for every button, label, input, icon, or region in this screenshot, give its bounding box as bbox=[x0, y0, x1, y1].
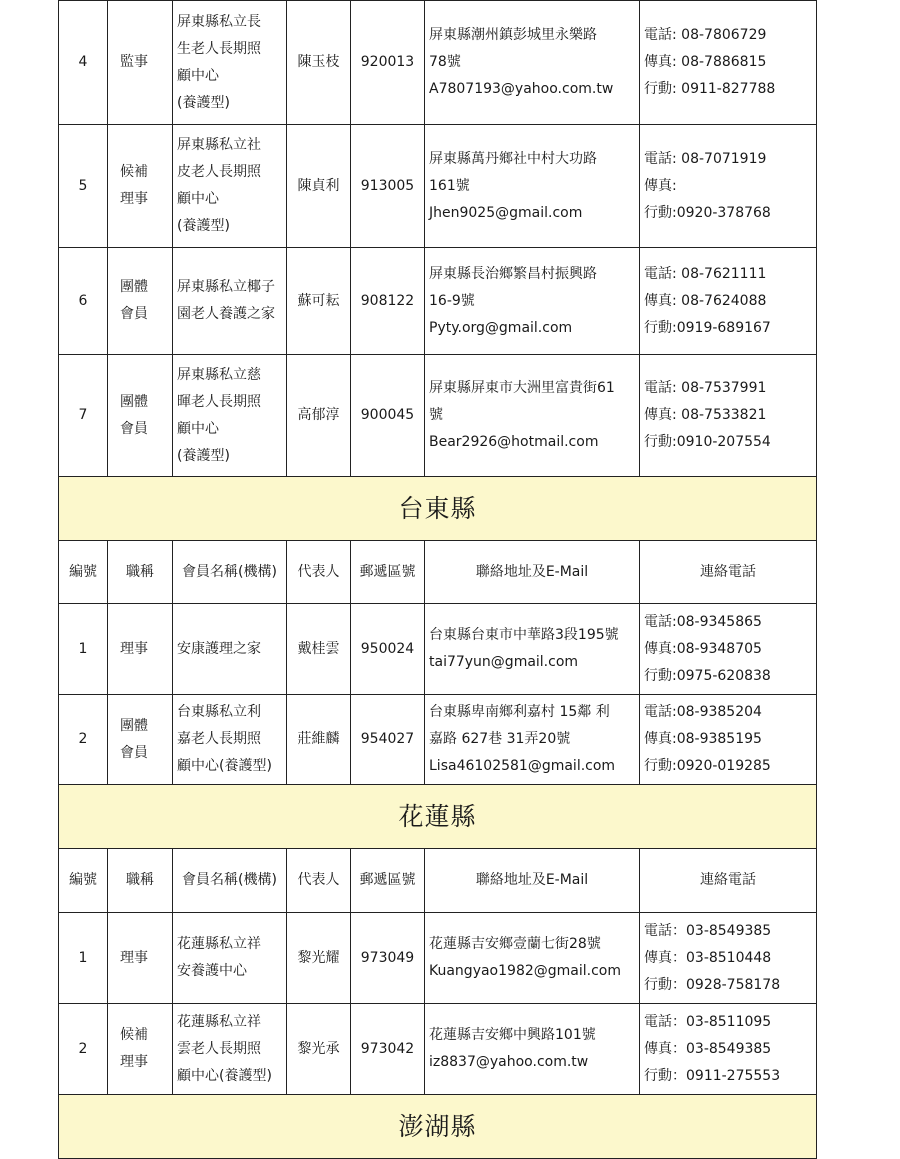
county-title: 澎湖縣 bbox=[59, 1095, 817, 1159]
table-row bbox=[59, 1, 817, 125]
member-address-email bbox=[425, 125, 640, 248]
member-position bbox=[108, 125, 173, 248]
county-title: 台東縣 bbox=[59, 477, 817, 541]
member-address-line: 號 bbox=[429, 407, 443, 423]
member-number: 2 bbox=[59, 1004, 108, 1095]
member-address-line: 台東縣卑南鄉利嘉村 15鄰 利 bbox=[429, 704, 610, 720]
member-position bbox=[108, 1, 173, 125]
member-phone-numbers bbox=[640, 695, 817, 785]
member-email: Bear2926@hotmail.com bbox=[429, 434, 599, 450]
member-organization bbox=[173, 248, 287, 355]
member-position-line: 候補 bbox=[120, 164, 148, 180]
member-organization bbox=[173, 913, 287, 1004]
member-position-line: 監事 bbox=[120, 54, 148, 70]
member-position-line: 候補 bbox=[120, 1027, 148, 1043]
member-organization-line: 顧中心(養護型) bbox=[177, 758, 272, 774]
table-row bbox=[59, 125, 817, 248]
member-organization-line: 屏東縣私立社 bbox=[177, 137, 261, 153]
member-address-email bbox=[425, 695, 640, 785]
member-position bbox=[108, 695, 173, 785]
member-phone-line: 電話: 08-7537991 bbox=[644, 380, 767, 396]
member-address-email bbox=[425, 248, 640, 355]
member-postal-code: 913005 bbox=[351, 125, 425, 248]
table-row bbox=[59, 1004, 817, 1095]
member-address-line: 花蓮縣吉安鄉中興路101號 bbox=[429, 1027, 596, 1043]
member-organization-line: (養護型) bbox=[177, 94, 230, 111]
member-organization-line: 屏東縣私立慈 bbox=[177, 366, 261, 383]
header-phone: 連絡電話 bbox=[640, 849, 817, 913]
member-phone-line: 行動: 0911-827788 bbox=[644, 81, 776, 97]
header-number: 編號 bbox=[59, 541, 108, 604]
header-postal-code: 郵遞區號 bbox=[351, 541, 425, 604]
member-email: Kuangyao1982@gmail.com bbox=[429, 963, 621, 979]
member-email: iz8837@yahoo.com.tw bbox=[429, 1054, 589, 1070]
member-email: tai77yun@gmail.com bbox=[429, 654, 579, 670]
table-header-row bbox=[59, 541, 817, 604]
county-title: 花蓮縣 bbox=[59, 785, 817, 849]
member-postal-code: 973049 bbox=[351, 913, 425, 1004]
member-phone-line: 電話：03-8549385 bbox=[644, 922, 772, 939]
member-postal-code: 920013 bbox=[351, 1, 425, 125]
member-phone-line: 電話：03-8511095 bbox=[644, 1013, 772, 1030]
member-address-line: 161號 bbox=[429, 177, 470, 194]
member-postal-code: 908122 bbox=[351, 248, 425, 355]
member-representative: 戴桂雲 bbox=[287, 604, 351, 695]
member-phone-line: 行動:0920-019285 bbox=[644, 758, 771, 774]
member-address-email bbox=[425, 355, 640, 477]
member-directory-sheet bbox=[58, 0, 816, 1159]
member-representative: 黎光耀 bbox=[287, 913, 351, 1004]
member-number: 1 bbox=[59, 604, 108, 695]
member-phone-numbers bbox=[640, 355, 817, 477]
member-organization-line: 園老人養護之家 bbox=[177, 306, 275, 322]
member-organization-line: 顧中心 bbox=[177, 67, 219, 84]
member-number: 2 bbox=[59, 695, 108, 785]
member-address-email bbox=[425, 1, 640, 125]
member-position-line: 理事 bbox=[120, 1054, 148, 1070]
member-email: A7807193@yahoo.com.tw bbox=[429, 81, 614, 97]
member-representative: 陳玉枝 bbox=[287, 1, 351, 125]
member-phone-numbers bbox=[640, 913, 817, 1004]
member-organization-line: 顧中心 bbox=[177, 191, 219, 207]
member-organization-line: 顧中心 bbox=[177, 420, 219, 437]
header-address-email: 聯絡地址及E-Mail bbox=[425, 849, 640, 913]
header-member-name: 會員名稱(機構) bbox=[173, 849, 287, 913]
member-organization-line: 台東縣私立利 bbox=[177, 704, 261, 720]
member-position bbox=[108, 248, 173, 355]
member-address-line: 16-9號 bbox=[429, 292, 475, 309]
member-position bbox=[108, 913, 173, 1004]
member-organization bbox=[173, 695, 287, 785]
header-position: 職稱 bbox=[108, 541, 173, 604]
member-phone-line: 電話: 08-7806729 bbox=[644, 27, 767, 43]
member-phone-numbers bbox=[640, 1, 817, 125]
member-organization-line: 暉老人長期照 bbox=[177, 393, 261, 410]
member-postal-code: 973042 bbox=[351, 1004, 425, 1095]
county-section-header bbox=[59, 785, 817, 849]
member-organization bbox=[173, 125, 287, 248]
member-organization-line: 安康護理之家 bbox=[177, 640, 261, 657]
member-representative: 陳貞利 bbox=[287, 125, 351, 248]
member-phone-line: 行動：0911-275553 bbox=[644, 1067, 781, 1084]
member-address-line: 嘉路 627巷 31弄20號 bbox=[429, 731, 571, 747]
member-directory-table bbox=[58, 0, 817, 1159]
header-position: 職稱 bbox=[108, 849, 173, 913]
member-address-line: 台東縣台東市中華路3段195號 bbox=[429, 627, 619, 643]
member-organization bbox=[173, 355, 287, 477]
member-position-line: 理事 bbox=[120, 191, 148, 207]
header-address-email: 聯絡地址及E-Mail bbox=[425, 541, 640, 604]
member-phone-line: 電話:08-9385204 bbox=[644, 704, 762, 720]
member-phone-numbers bbox=[640, 248, 817, 355]
member-address-line: 屏東縣長治鄉繁昌村振興路 bbox=[429, 265, 597, 282]
member-position bbox=[108, 355, 173, 477]
member-postal-code: 954027 bbox=[351, 695, 425, 785]
member-position bbox=[108, 604, 173, 695]
member-organization-line: 花蓮縣私立祥 bbox=[177, 1013, 261, 1030]
member-number: 7 bbox=[59, 355, 108, 477]
member-phone-line: 電話:08-9345865 bbox=[644, 613, 762, 630]
member-number: 6 bbox=[59, 248, 108, 355]
table-row bbox=[59, 248, 817, 355]
header-number: 編號 bbox=[59, 849, 108, 913]
member-organization-line: 安養護中心 bbox=[177, 963, 247, 979]
header-representative: 代表人 bbox=[287, 849, 351, 913]
member-position-line: 會員 bbox=[120, 744, 148, 761]
member-organization-line: 花蓮縣私立祥 bbox=[177, 936, 261, 952]
member-email: Jhen9025@gmail.com bbox=[429, 204, 583, 221]
county-section-header bbox=[59, 1095, 817, 1159]
member-address-email bbox=[425, 1004, 640, 1095]
member-organization-line: 屏東縣私立長 bbox=[177, 13, 261, 30]
table-row bbox=[59, 695, 817, 785]
member-phone-line: 傳真: 08-7533821 bbox=[644, 407, 767, 423]
member-phone-line: 傳真: 08-7886815 bbox=[644, 54, 767, 70]
member-phone-line: 傳真：03-8510448 bbox=[644, 949, 772, 966]
member-phone-line: 傳真:08-9348705 bbox=[644, 640, 762, 657]
member-representative: 高郁淳 bbox=[287, 355, 351, 477]
member-position-line: 理事 bbox=[120, 949, 148, 966]
member-organization bbox=[173, 1004, 287, 1095]
member-number: 1 bbox=[59, 913, 108, 1004]
header-phone: 連絡電話 bbox=[640, 541, 817, 604]
member-representative: 黎光承 bbox=[287, 1004, 351, 1095]
member-phone-line: 傳真: bbox=[644, 177, 677, 194]
member-address-line: 屏東縣潮州鎮彭城里永樂路 bbox=[429, 27, 597, 43]
county-section-header bbox=[59, 477, 817, 541]
header-postal-code: 郵遞區號 bbox=[351, 849, 425, 913]
member-organization-line: (養護型) bbox=[177, 447, 230, 464]
table-row bbox=[59, 604, 817, 695]
member-phone-line: 傳真: 08-7624088 bbox=[644, 292, 767, 309]
member-organization bbox=[173, 1, 287, 125]
member-representative: 莊維麟 bbox=[287, 695, 351, 785]
header-member-name: 會員名稱(機構) bbox=[173, 541, 287, 604]
member-organization-line: 皮老人長期照 bbox=[177, 164, 261, 180]
member-address-email bbox=[425, 604, 640, 695]
member-position bbox=[108, 1004, 173, 1095]
member-address-line: 花蓮縣吉安鄉壹蘭七街28號 bbox=[429, 936, 601, 952]
member-number: 5 bbox=[59, 125, 108, 248]
member-position-line: 會員 bbox=[120, 420, 148, 437]
member-phone-numbers bbox=[640, 125, 817, 248]
member-postal-code: 950024 bbox=[351, 604, 425, 695]
member-phone-line: 行動：0928-758178 bbox=[644, 976, 781, 993]
member-phone-line: 傳真:08-9385195 bbox=[644, 731, 762, 747]
member-phone-line: 行動:0975-620838 bbox=[644, 667, 771, 684]
member-address-line: 78號 bbox=[429, 54, 461, 70]
member-phone-numbers bbox=[640, 604, 817, 695]
member-phone-line: 行動:0919-689167 bbox=[644, 319, 771, 336]
member-phone-line: 傳真：03-8549385 bbox=[644, 1040, 772, 1057]
member-address-email bbox=[425, 913, 640, 1004]
member-phone-line: 行動:0920-378768 bbox=[644, 204, 771, 221]
member-phone-numbers bbox=[640, 1004, 817, 1095]
member-address-line: 屏東縣萬丹鄉社中村大功路 bbox=[429, 150, 597, 167]
member-position-line: 理事 bbox=[120, 640, 148, 657]
member-organization-line: 雲老人長期照 bbox=[177, 1040, 261, 1057]
member-organization bbox=[173, 604, 287, 695]
member-phone-line: 電話: 08-7621111 bbox=[644, 265, 767, 282]
member-position-line: 團體 bbox=[120, 393, 148, 410]
member-organization-line: 屏東縣私立椰子 bbox=[177, 279, 275, 295]
member-position-line: 團體 bbox=[120, 717, 148, 734]
member-number: 4 bbox=[59, 1, 108, 125]
member-address-line: 屏東縣屏東市大洲里富貴街61 bbox=[429, 380, 615, 396]
member-email: Pyty.org@gmail.com bbox=[429, 319, 573, 336]
table-row bbox=[59, 355, 817, 477]
member-position-line: 會員 bbox=[120, 306, 148, 322]
member-organization-line: 嘉老人長期照 bbox=[177, 731, 261, 747]
member-phone-line: 行動:0910-207554 bbox=[644, 434, 771, 450]
table-header-row bbox=[59, 849, 817, 913]
member-position-line: 團體 bbox=[120, 279, 148, 295]
table-row bbox=[59, 913, 817, 1004]
header-representative: 代表人 bbox=[287, 541, 351, 604]
member-organization-line: (養護型) bbox=[177, 218, 230, 234]
member-organization-line: 顧中心(養護型) bbox=[177, 1067, 272, 1084]
member-organization-line: 生老人長期照 bbox=[177, 40, 261, 57]
member-postal-code: 900045 bbox=[351, 355, 425, 477]
member-phone-line: 電話: 08-7071919 bbox=[644, 150, 767, 167]
member-representative: 蘇可耘 bbox=[287, 248, 351, 355]
member-email: Lisa46102581@gmail.com bbox=[429, 758, 616, 774]
